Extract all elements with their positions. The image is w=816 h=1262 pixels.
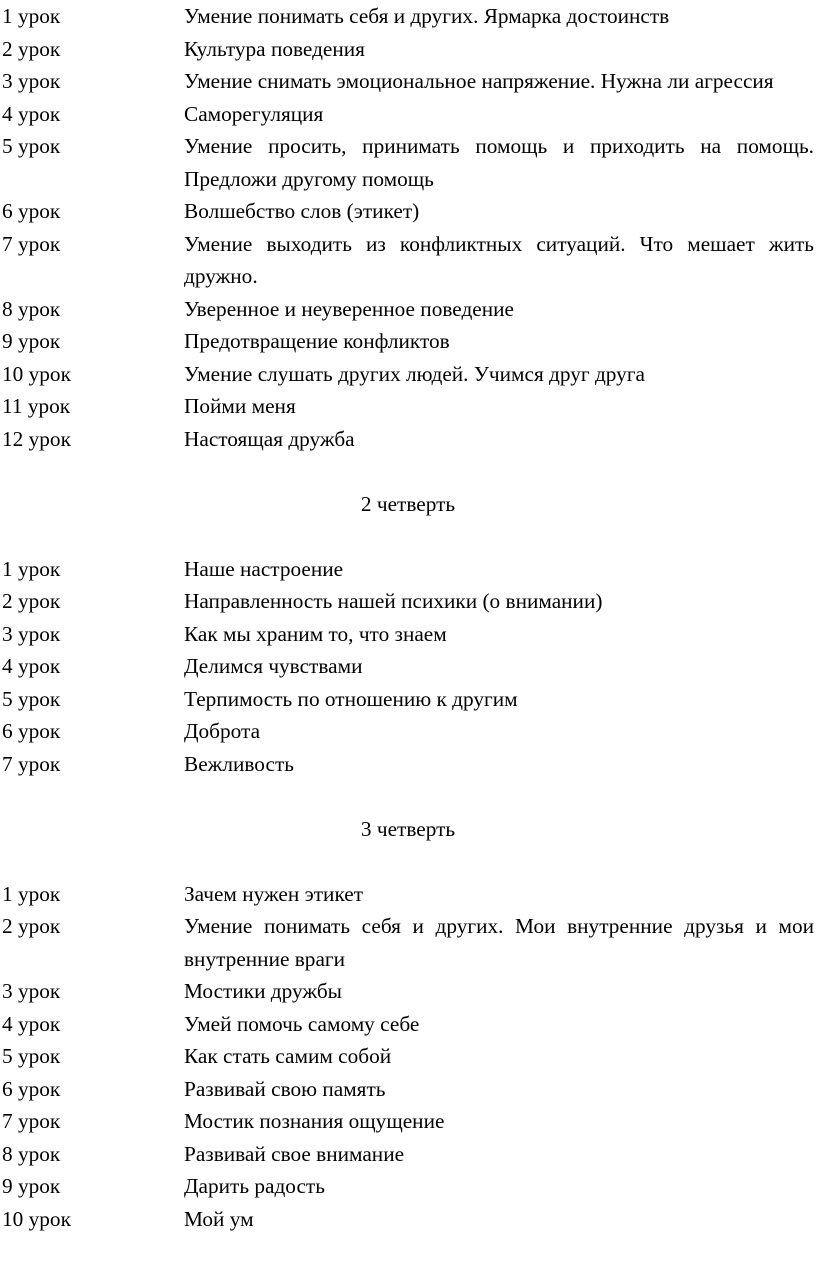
lesson-row (0, 0, 816, 33)
lesson-number: 1 урок (2, 4, 61, 28)
lesson-row (0, 293, 816, 326)
lesson-list-second (0, 553, 816, 781)
lesson-number: 12 урок (2, 426, 71, 451)
lesson-number: 1 урок (2, 556, 61, 581)
lesson-row (0, 1040, 816, 1073)
lesson-number: 3 урок (2, 621, 61, 646)
lesson-topic: Умей помочь самому себе (184, 1011, 420, 1036)
lesson-number: 8 урок (2, 296, 61, 321)
lesson-number: 10 урок (2, 361, 71, 386)
lesson-topic: Мой ум (184, 1206, 254, 1231)
lesson-topic: Делимся чувствами (184, 654, 363, 678)
lesson-row (0, 715, 816, 748)
lesson-list-third (0, 878, 816, 1236)
lesson-row (0, 98, 816, 131)
lesson-topic: Умение просить, принимать помощь и приходить на помощь. Предложи другому помощь (184, 134, 814, 191)
lesson-topic: Предотвращение конфликтов (184, 329, 450, 353)
lesson-row (0, 618, 816, 651)
lesson-row (0, 130, 816, 195)
lesson-number: 9 урок (2, 329, 61, 353)
lesson-number: 9 урок (2, 1174, 61, 1198)
lesson-row (0, 390, 816, 423)
lesson-topic: Умение понимать себя и других. Ярмарка достоинств (184, 4, 670, 28)
lesson-topic: Саморегуляция (184, 101, 324, 126)
lesson-topic: Зачем нужен этикет (184, 881, 364, 906)
lesson-number: 3 урок (2, 979, 61, 1003)
lesson-row (0, 228, 816, 293)
lesson-number: 4 урок (2, 1011, 61, 1036)
lesson-row (0, 683, 816, 716)
lesson-row (0, 195, 816, 228)
lesson-row (0, 650, 816, 683)
lesson-topic: Умение снимать эмоциональное напряжение. Нужна ли агрессия (184, 69, 774, 93)
lesson-row (0, 33, 816, 66)
lesson-number: 5 урок (2, 1044, 61, 1068)
lesson-row (0, 553, 816, 586)
lesson-topic: Наше настроение (184, 556, 344, 581)
quarter-heading: 2 четверть (360, 491, 456, 516)
lesson-topic: Настоящая дружба (184, 426, 355, 451)
lesson-number: 6 урок (2, 1076, 61, 1101)
lesson-number: 10 урок (2, 1206, 71, 1231)
lesson-row (0, 1138, 816, 1171)
lesson-number: 11 урок (2, 394, 71, 418)
lesson-number: 1 урок (2, 881, 61, 906)
lesson-topic: Культура поведения (184, 36, 365, 61)
lesson-row (0, 585, 816, 618)
lesson-number: 8 урок (2, 1141, 61, 1166)
quarter-heading: 3 четверть (360, 816, 456, 841)
lesson-topic: Как мы храним то, что знаем (184, 621, 447, 646)
lesson-number: 6 урок (2, 199, 61, 223)
lesson-topic: Уверенное и неуверенное поведение (184, 296, 514, 321)
lesson-topic: Развивай свое внимание (184, 1141, 405, 1166)
lesson-row (0, 358, 816, 391)
lesson-row (0, 1170, 816, 1203)
lesson-topic: Умение выходить из конфликтных ситуаций. Что мешает жить дружно. (184, 231, 814, 288)
lesson-number: 7 урок (2, 231, 61, 256)
lesson-row (0, 878, 816, 911)
lesson-topic: Доброта (184, 719, 261, 743)
lesson-number: 5 урок (2, 686, 61, 711)
lesson-topic: Умение слушать других людей. Учимся друг друга (184, 361, 646, 386)
lesson-number: 7 урок (2, 1109, 61, 1133)
lesson-number: 6 урок (2, 719, 61, 743)
lesson-number: 7 урок (2, 751, 61, 776)
blank-line (0, 455, 816, 488)
lesson-topic: Волшебство слов (этикет) (184, 199, 420, 223)
lesson-topic: Развивай свою память (184, 1076, 386, 1101)
lesson-number: 5 урок (2, 134, 61, 158)
lesson-number: 3 урок (2, 69, 61, 93)
blank-line (0, 780, 816, 813)
lesson-topic: Мостик познания ощущение (184, 1109, 445, 1133)
blank-line (0, 520, 816, 553)
lesson-topic: Как стать самим собой (184, 1044, 392, 1068)
lesson-row (0, 1008, 816, 1041)
lesson-topic: Направленность нашей психики (о внимании) (184, 589, 603, 613)
lesson-topic: Дарить радость (184, 1174, 325, 1198)
lesson-row (0, 1203, 816, 1236)
lesson-number: 4 урок (2, 654, 61, 678)
lesson-list-first (0, 0, 816, 455)
lesson-row (0, 65, 816, 98)
lesson-topic: Терпимость по отношению к другим (184, 686, 518, 711)
lesson-topic: Умение понимать себя и других. Мои внутренние друзья и мои внутренние враги (184, 914, 814, 971)
blank-line (0, 845, 816, 878)
lesson-number: 4 урок (2, 101, 61, 126)
lesson-row (0, 325, 816, 358)
lesson-topic: Мостики дружбы (184, 979, 342, 1003)
lesson-topic: Пойми меня (184, 394, 296, 418)
lesson-row (0, 910, 816, 975)
lesson-row (0, 748, 816, 781)
lesson-topic: Вежливость (184, 751, 294, 776)
lesson-row (0, 975, 816, 1008)
lesson-number: 2 урок (2, 589, 61, 613)
lesson-row (0, 1073, 816, 1106)
lesson-row (0, 423, 816, 456)
lesson-number: 2 урок (2, 914, 61, 938)
lesson-number: 2 урок (2, 36, 61, 61)
lesson-row (0, 1105, 816, 1138)
